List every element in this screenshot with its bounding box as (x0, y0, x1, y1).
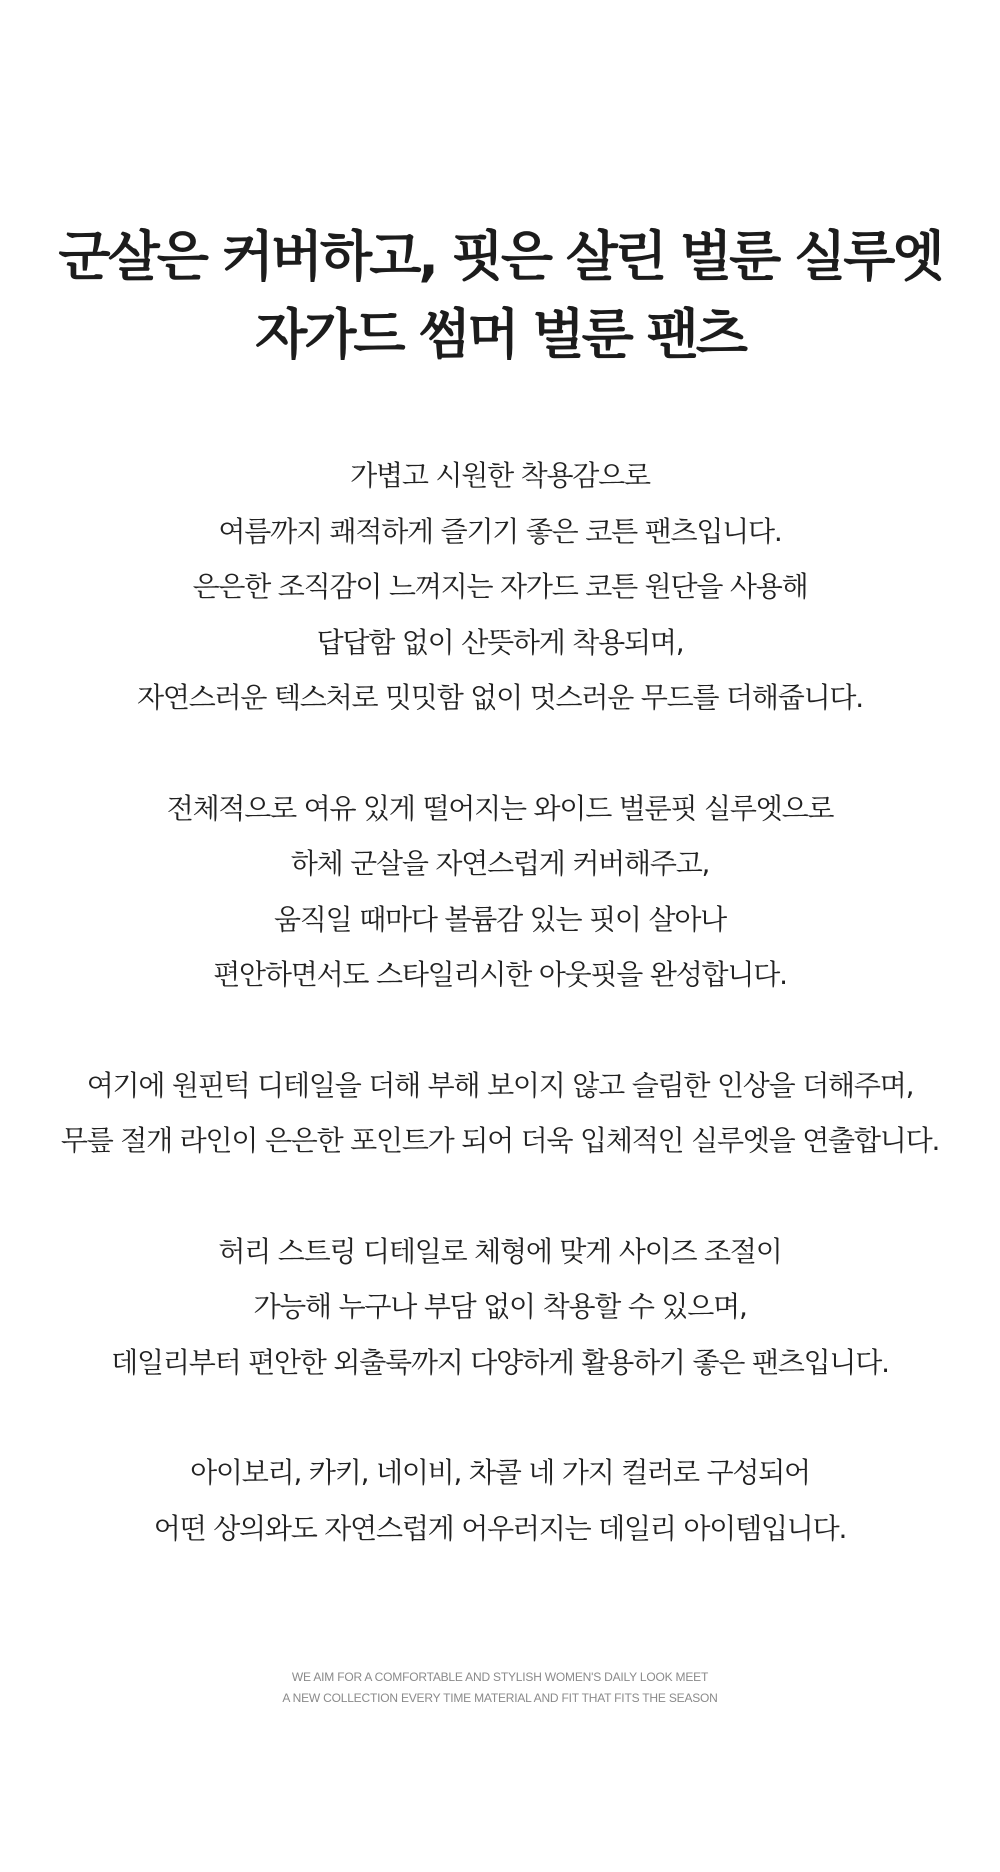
headline-line-2: 자가드 썸머 벌룬 팬츠 (255, 303, 745, 366)
description-line: 무릎 절개 라인이 은은한 포인트가 되어 더욱 입체적인 실루엣을 연출합니다. (60, 1124, 940, 1157)
brand-tagline (0, 1667, 1000, 1709)
description-line: 하체 군살을 자연스럽게 커버해주고, (290, 847, 710, 880)
description-line: 답답함 없이 산뜻하게 착용되며, (316, 625, 684, 659)
description-line: 은은한 조직감이 느껴지는 자가드 코튼 원단을 사용해 (192, 570, 808, 603)
description-paragraph-waist (0, 1224, 1000, 1391)
description-line: 여름까지 쾌적하게 즐기기 좋은 코튼 팬츠입니다. (218, 514, 782, 548)
description-line: 전체적으로 여유 있게 떨어지는 와이드 벌룬핏 실루엣으로 (166, 791, 834, 825)
description-line: 움직일 때마다 볼륨감 있는 핏이 살아나 (273, 902, 727, 936)
product-headline (0, 218, 1000, 374)
description-line: 어떤 상의와도 자연스럽게 어우러지는 데일리 아이템입니다. (153, 1511, 847, 1545)
description-line: 가능해 누구나 부담 없이 착용할 수 있으며, (253, 1290, 747, 1323)
description-paragraph-fit (0, 781, 1000, 1003)
product-description (0, 448, 1000, 1611)
description-line: 데일리부터 편안한 외출룩까지 다양하게 활용하기 좋은 팬츠입니다. (111, 1345, 889, 1379)
description-paragraph-fabric (0, 448, 1000, 726)
description-line: 자연스러운 텍스처로 밋밋함 없이 멋스러운 무드를 더해줍니다. (137, 681, 863, 714)
description-line: 편안하면서도 스타일리시한 아웃핏을 완성합니다. (213, 958, 787, 991)
description-paragraph-colors (0, 1445, 1000, 1556)
description-line: 아이보리, 카키, 네이비, 차콜 네 가지 컬러로 구성되어 (190, 1456, 810, 1489)
tagline-line-1: WE AIM FOR A COMFORTABLE AND STYLISH WOMEN'S DAILY LOOK MEET (291, 1670, 709, 1684)
description-line: 허리 스트링 디테일로 체형에 맞게 사이즈 조절이 (218, 1234, 782, 1268)
description-paragraph-detail (0, 1058, 1000, 1169)
description-line: 가볍고 시원한 착용감으로 (350, 459, 650, 492)
description-line: 여기에 원핀턱 디테일을 더해 부해 보이지 않고 슬림한 인상을 더해주며, (86, 1068, 914, 1102)
tagline-line-2: A NEW COLLECTION EVERY TIME MATERIAL AND FIT THAT FITS THE SEASON (282, 1691, 718, 1705)
headline-line-1: 군살은 커버하고, 핏은 살린 벌룬 실루엣 (58, 225, 942, 288)
